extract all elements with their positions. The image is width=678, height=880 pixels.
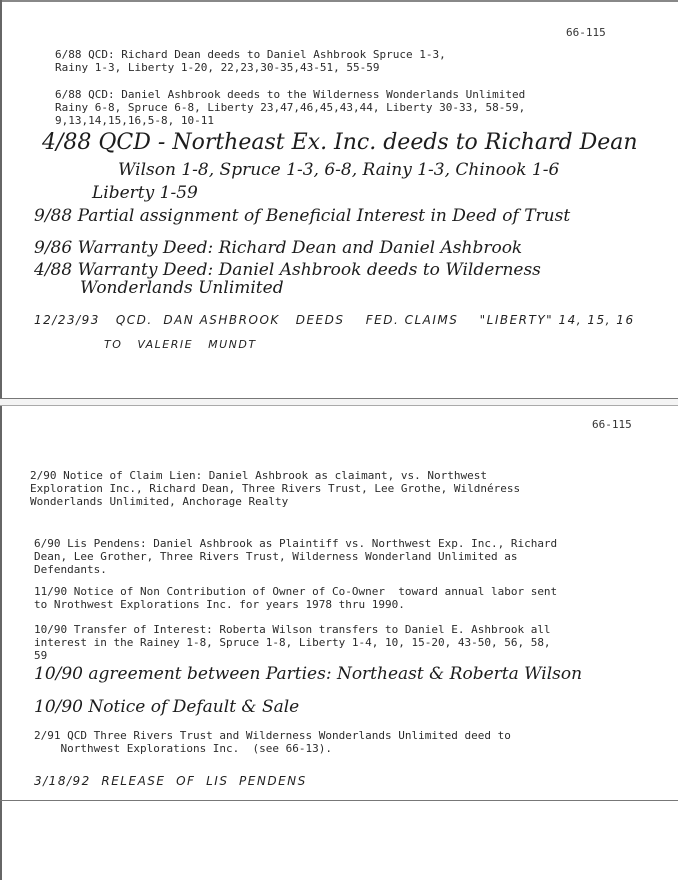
typed-entry-non-contribution: 11/90 Notice of Non Contribution of Owner of Co-Owner toward annual labor sent to Nrothwest Explorations Inc. for years 1978 thru 1990. (34, 585, 558, 611)
typed-entry-lis-pendens: 6/90 Lis Pendens: Daniel Ashbrook as Plaintiff vs. Northwest Exp. Inc., Richard Dean, Lee Grother, Three Rivers Trust, Wilderness Wonderland Unlimited as Defendants. (34, 537, 558, 576)
card-top-edge (0, 0, 678, 2)
handwritten-entry-warranty-2-line-2: Wonderlands Unlimited (80, 278, 284, 298)
page-number: 66-115 (566, 26, 606, 39)
handwritten-entry-qcd: 4/88 QCD - Northeast Ex. Inc. deeds to Richard Dean (42, 130, 638, 155)
handwritten-entry-warranty-1: 9/86 Warranty Deed: Richard Dean and Daniel Ashbrook (34, 238, 523, 258)
handwritten-entry-default-sale: 10/90 Notice of Default & Sale (34, 697, 300, 717)
caps-note-qcd-line-2: TO VALERIE MUNDT (104, 338, 257, 351)
typed-entry-transfer: 10/90 Transfer of Interest: Roberta Wilson transfers to Daniel E. Ashbrook all interest in the Rainey 1-8, Spruce 1-8, Liberty 1-4, 10, 15-20, 43-50, 56, 58, 59 (34, 623, 551, 662)
caps-note-qcd: 12/23/93 QCD. DAN ASHBROOK DEEDS FED. CLAIMS "LIBERTY" 14, 15, 16 (34, 313, 635, 327)
handwritten-entry-assignment: 9/88 Partial assignment of Beneficial Interest in Deed of Trust (34, 206, 571, 226)
page-number-2: 66-115 (592, 418, 632, 431)
handwritten-entry-qcd-line-2: Wilson 1-8, Spruce 1-3, 6-8, Rainy 1-3, Chinook 1-6 (118, 160, 560, 180)
caps-note-release: 3/18/92 RELEASE OF LIS PENDENS (34, 774, 307, 788)
typed-entry-1: 6/88 QCD: Richard Dean deeds to Daniel Ashbrook Spruce 1-3, Rainy 1-3, Liberty 1-20, 22,23,30-35,43-51, 55-59 (55, 48, 446, 74)
typed-entry-2: 6/88 QCD: Daniel Ashbrook deeds to the Wilderness Wonderlands Unlimited Rainy 6-8, Spruce 6-8, Liberty 23,47,46,45,43,44, Liberty 30-33, 58-59, 9,13,14,15,16,5-8, 10-11 (55, 88, 526, 127)
card-divider (0, 398, 678, 406)
card-left-edge (0, 0, 2, 880)
handwritten-entry-qcd-line-3: Liberty 1-59 (92, 183, 198, 203)
typed-entry-qcd-1991: 2/91 QCD Three Rivers Trust and Wilderness Wonderlands Unlimited deed to Northwest Explorations Inc. (see 66-13). (34, 729, 511, 755)
card-bottom-edge (0, 800, 678, 801)
typed-entry-claim-lien: 2/90 Notice of Claim Lien: Daniel Ashbrook as claimant, vs. Northwest Exploration Inc., Richard Dean, Three Rivers Trust, Lee Grothe, Wildnéress Wonderlands Unlimited, Anchorage Realty (30, 469, 521, 508)
handwritten-entry-warranty-2: 4/88 Warranty Deed: Daniel Ashbrook deeds to Wilderness (34, 260, 541, 280)
handwritten-entry-agreement: 10/90 agreement between Parties: Northeast & Roberta Wilson (34, 664, 583, 684)
